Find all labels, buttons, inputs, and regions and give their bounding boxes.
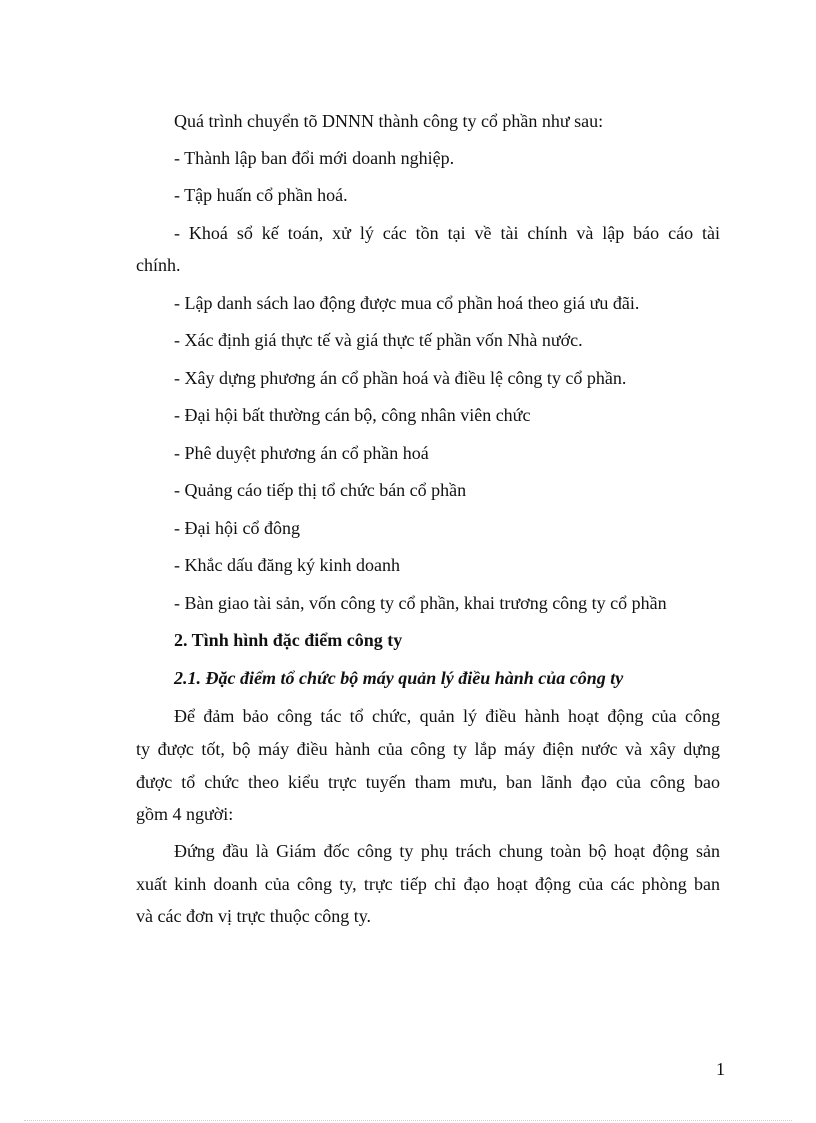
section-heading: 2. Tình hình đặc điểm công ty bbox=[174, 630, 403, 650]
step-item: - Phê duyệt phương án cổ phần hoá bbox=[174, 443, 429, 463]
paragraph-line: được tổ chức theo kiểu trực tuyến tham mưu, ban lãnh đạo của công bao bbox=[136, 772, 720, 792]
step-item: - Xây dựng phương án cổ phần hoá và điều lệ công ty cổ phần. bbox=[174, 368, 627, 388]
step-item: - Khoá sổ kế toán, xử lý các tồn tại về tài chính và lập báo cáo tài bbox=[174, 223, 720, 243]
paragraph-line: ty được tốt, bộ máy điều hành của công ty lắp máy điện nước và xây dựng bbox=[136, 739, 720, 759]
step-item: - Quảng cáo tiếp thị tổ chức bán cổ phần bbox=[174, 480, 467, 500]
paragraph-line: gồm 4 người: bbox=[136, 804, 234, 824]
step-item: - Thành lập ban đổi mới doanh nghiệp. bbox=[174, 148, 455, 168]
step-item: - Đại hội bất thường cán bộ, công nhân viên chức bbox=[174, 405, 531, 425]
step-item: - Khắc dấu đăng ký kinh doanh bbox=[174, 555, 400, 575]
step-item: - Tập huấn cổ phần hoá. bbox=[174, 185, 348, 205]
step-item: - Lập danh sách lao động được mua cổ phần hoá theo giá ưu đãi. bbox=[174, 293, 640, 313]
paragraph-line: Đứng đầu là Giám đốc công ty phụ trách chung toàn bộ hoạt động sản bbox=[174, 841, 720, 861]
footer-divider bbox=[24, 1120, 792, 1121]
paragraph-line: và các đơn vị trực thuộc công ty. bbox=[136, 906, 372, 926]
step-item-continuation: chính. bbox=[136, 255, 181, 275]
step-item: - Bàn giao tài sản, vốn công ty cổ phần, khai trương công ty cổ phần bbox=[174, 593, 667, 613]
intro-text: Quá trình chuyển tõ DNNN thành công ty cổ phần như sau: bbox=[174, 111, 604, 131]
page-number: 1 bbox=[716, 1059, 725, 1079]
paragraph-line: Để đảm bảo công tác tổ chức, quản lý điều hành hoạt động của công bbox=[174, 706, 720, 726]
subsection-heading: 2.1. Đặc điểm tổ chức bộ máy quản lý điều hành của công ty bbox=[174, 668, 624, 688]
step-item: - Xác định giá thực tế và giá thực tế phần vốn Nhà nước. bbox=[174, 330, 583, 350]
step-item: - Đại hội cổ đông bbox=[174, 518, 300, 538]
paragraph-line: xuất kinh doanh của công ty, trực tiếp chỉ đạo hoạt động của các phòng ban bbox=[136, 874, 720, 894]
